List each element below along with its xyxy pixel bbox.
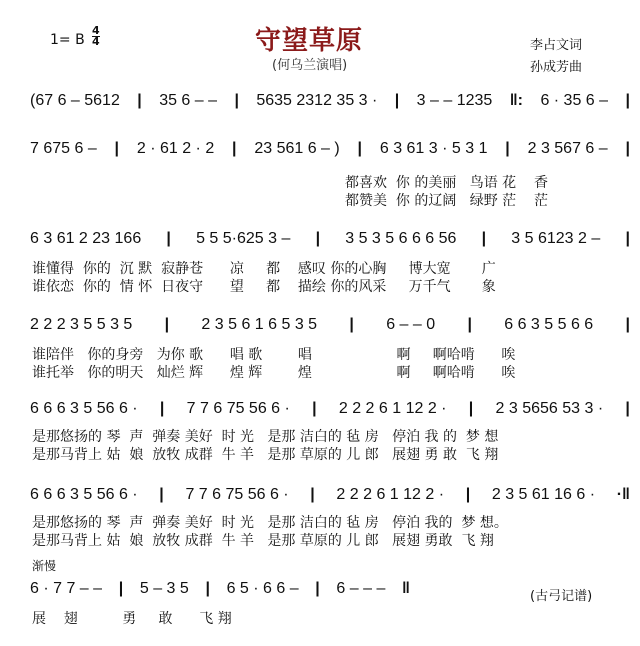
measure: 23 561 6 – ) [254, 140, 340, 157]
transcriber-credit: (古弓记谱) [530, 589, 593, 604]
notation-row [30, 316, 630, 334]
barline: | [315, 230, 321, 247]
measure: 2 3 5 6 1 6 5 3 5 [201, 316, 318, 333]
meter-top: 4 [92, 24, 100, 37]
measure: 6 – – 0 [386, 316, 436, 333]
barline: | [625, 316, 630, 333]
barline: | [234, 92, 239, 109]
notation-row [30, 140, 630, 158]
song-title: 守望草原 [255, 26, 364, 56]
barline: | [625, 230, 630, 247]
measure: 35 6 – – [159, 92, 218, 109]
notation-row [30, 486, 630, 504]
measure: 2 2 2 6 1 12 2 · [338, 400, 447, 417]
key-signature: 1= B [50, 32, 85, 48]
measure: 2 · 61 2 · 2 [136, 140, 215, 157]
lyricist: 李占文词 [530, 38, 583, 53]
barline: | [310, 486, 315, 503]
measure: 3 5 3 5 6 6 6 56 [345, 230, 457, 247]
notation-row [30, 400, 630, 418]
barline: | [505, 140, 510, 157]
barline: | [312, 400, 317, 417]
barline: | [137, 92, 142, 109]
barline: | [481, 230, 487, 247]
barline: ·‖ [616, 486, 630, 503]
notation-row [30, 92, 630, 110]
composer: 孙成芳曲 [530, 60, 583, 75]
notation-row [30, 230, 630, 248]
measure: 5 – 3 5 [139, 580, 189, 597]
measure: (67 6 – 5612 [30, 92, 120, 109]
measure: 2 3 567 6 – [527, 140, 608, 157]
barline: | [159, 486, 164, 503]
measure: 2 3 5656 53 3 · [495, 400, 604, 417]
measure: 2 3 5 61 16 6 · [491, 486, 596, 503]
measure: 6 3 61 2 23 166 [30, 230, 142, 247]
measure: 2 2 2 6 1 12 2 · [336, 486, 445, 503]
measure: 6 3 61 3 · 5 3 1 [379, 140, 488, 157]
barline: | [394, 92, 400, 109]
barline: ‖ [402, 580, 410, 597]
barline: | [468, 400, 474, 417]
measure: 6 · 35 6 – [540, 92, 609, 109]
measure: 6 · 7 7 – – [30, 580, 103, 597]
lyric-line: 是那马背上 姑 娘 放牧 成群 牛 羊 是那 草原的 儿 郎 展翅 勇 敢 飞 翔 [32, 447, 499, 463]
measure: 6 – – – [336, 580, 386, 597]
measure: 5635 2312 35 3 · [256, 92, 378, 109]
barline: | [205, 580, 210, 597]
barline: | [114, 140, 120, 157]
barline: | [625, 400, 630, 417]
lyric-line: 展 翅 勇 敢 飞 翔 [32, 611, 232, 627]
lyric-line: 谁依恋 你的 情 怀 日夜守 望 都 描绘 你的风采 万千气 象 [32, 279, 496, 295]
lyric-line: 都喜欢 你 的美丽 鸟语 花 香 [345, 175, 548, 191]
measure: 6 6 6 3 5 56 6 · [30, 400, 138, 417]
notation-row [30, 580, 410, 598]
barline: | [159, 400, 165, 417]
measure: 6 6 6 3 5 56 6 · [30, 486, 138, 503]
measure: 6 6 3 5 5 6 6 [504, 316, 594, 333]
measure: 7 7 6 75 56 6 · [185, 486, 289, 503]
barline: | [315, 580, 320, 597]
lyric-line: 都赞美 你 的辽阔 绿野 茫 茫 [345, 193, 548, 209]
measure: 3 5 6123 2 – [511, 230, 601, 247]
lyric-line: 是那悠扬的 琴 声 弹奏 美好 时 光 是那 洁白的 毡 房 停泊 我的 梦 想。 [32, 515, 508, 531]
measure: 3 – – 1235 [416, 92, 493, 109]
measure: 5 5 5·625 3 – [196, 230, 291, 247]
lyric-line: 谁陪伴 你的身旁 为你 歌 唱 歌 唱 啊 啊哈啃 唉 [32, 347, 516, 363]
barline: | [625, 140, 630, 157]
lyric-line: 谁托举 你的明天 灿烂 辉 煌 辉 煌 啊 啊哈啃 唉 [32, 365, 516, 381]
barline: ‖: [509, 92, 524, 109]
barline: | [625, 92, 630, 109]
meter-bottom: 4 [92, 35, 100, 48]
barline: | [166, 230, 171, 247]
measure: 6 5 · 6 6 – [226, 580, 299, 597]
barline: | [118, 580, 124, 597]
barline: | [465, 486, 471, 503]
measure: 2 2 2 3 5 5 3 5 [30, 316, 133, 333]
measure: 7 675 6 – [30, 140, 97, 157]
barline: | [357, 140, 363, 157]
lyric-line: 是那悠扬的 琴 声 弹奏 美好 时 光 是那 洁白的 毡 房 停泊 我 的 梦 想 [32, 429, 499, 445]
time-signature [92, 26, 100, 47]
barline: | [164, 316, 170, 333]
barline: | [349, 316, 354, 333]
tempo-mark: 渐慢 [32, 559, 57, 573]
measure: 7 7 6 75 56 6 · [186, 400, 290, 417]
lyric-line: 是那马背上 姑 娘 放牧 成群 牛 羊 是那 草原的 儿 郎 展翅 勇敢 飞 翔 [32, 533, 494, 549]
barline: | [232, 140, 237, 157]
barline: | [467, 316, 472, 333]
singer: (何乌兰演唱) [272, 58, 348, 73]
lyric-line: 谁懂得 你的 沉 默 寂静苍 凉 都 感叹 你的心胸 博大宽 广 [32, 261, 496, 277]
